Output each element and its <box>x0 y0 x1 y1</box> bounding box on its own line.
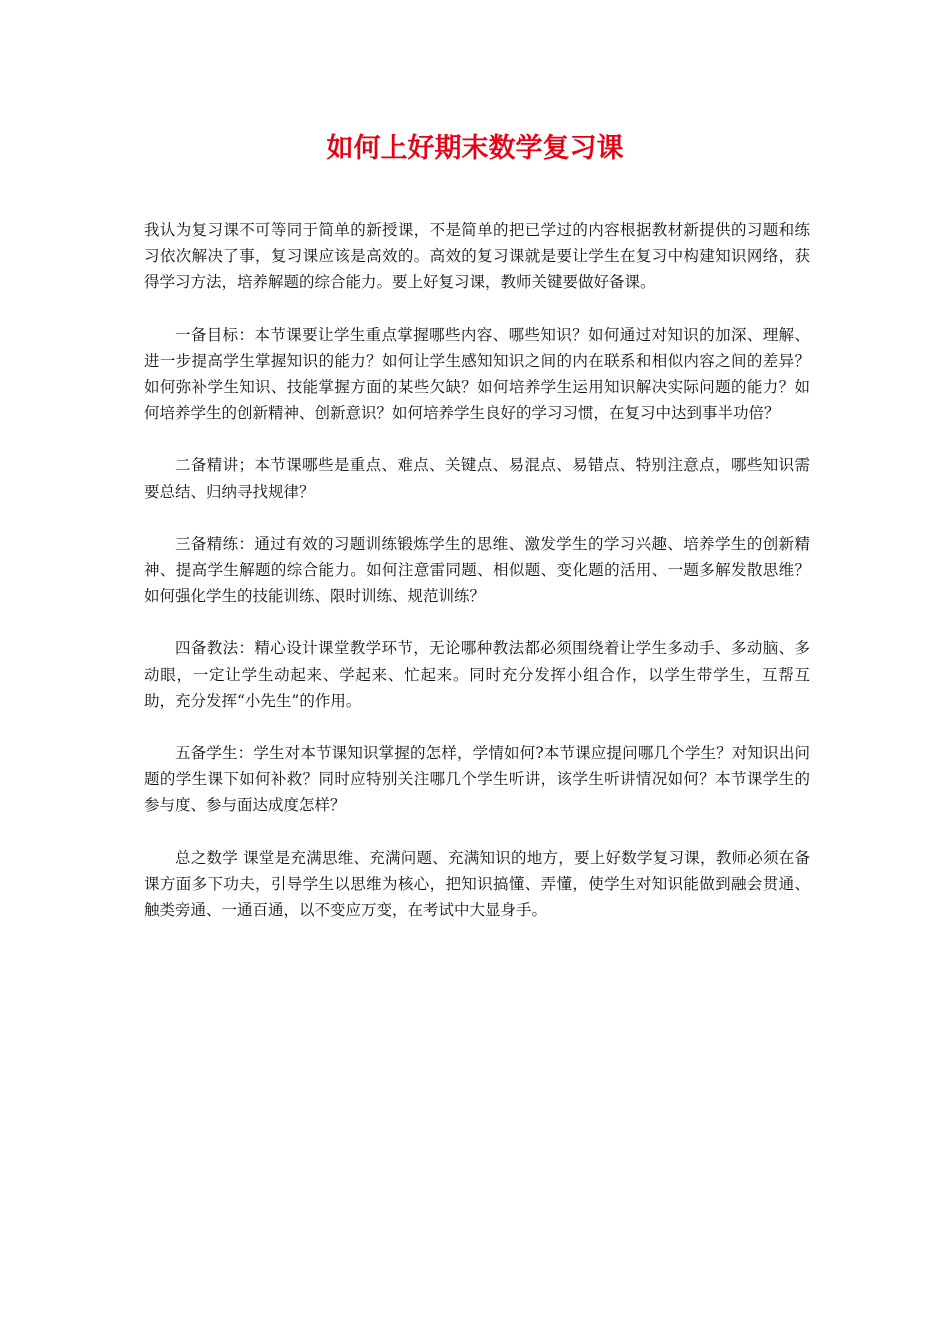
paragraph-lecture: 二备精讲；本节课哪些是重点、难点、关键点、易混点、易错点、特别注意点，哪些知识需要总结、归纳寻找规律？ <box>144 456 810 501</box>
paragraph-students: 五备学生：学生对本节课知识掌握的怎样，学情如何?本节课应提问哪几个学生？对知识出问题的学生课下如何补救？同时应特别关注哪几个学生听讲，该学生听讲情况如何？本节课学生的参与度、参与面达成度怎样？ <box>144 744 810 815</box>
paragraph-intro: 我认为复习课不可等同于简单的新授课，不是简单的把已学过的内容根据教材新提供的习题和练习依次解决了事，复习课应该是高效的。高效的复习课就是要让学生在复习中构建知识网络，获得学习方法，培养解题的综合能力。要上好复习课，教师关键要做好备课。 <box>144 221 810 292</box>
paragraph-conclusion: 总之数学 课堂是充满思维、充满问题、充满知识的地方，要上好数学复习课，教师必须在备课方面多下功夫，引导学生以思维为核心，把知识搞懂、弄懂，使学生对知识能做到融会贯通、触类旁通、一通百通，以不变应万变，在考试中大显身手。 <box>144 848 810 920</box>
document-body <box>144 217 810 949</box>
paragraph-goal: 一备目标：本节课要让学生重点掌握哪些内容、哪些知识？如何通过对知识的加深、理解、进一步提高学生掌握知识的能力？如何让学生感知知识之间的内在联系和相似内容之间的差异？如何弥补学生知识、技能掌握方面的某些欠缺？如何培养学生运用知识解决实际问题的能力？如何培养学生的创新精神、创新意识？如何培养学生良好的学习习惯，在复习中达到事半功倍？ <box>144 325 810 423</box>
paragraph-practice: 三备精练：通过有效的习题训练锻炼学生的思维、激发学生的学习兴趣、培养学生的创新精神、提高学生解题的综合能力。如何注意雷同题、相似题、变化题的活用、一题多解发散思维？如何强化学生的技能训练、限时训练、规范训练？ <box>144 534 810 606</box>
document-title: 如何上好期末数学复习课 <box>326 133 624 164</box>
paragraph-method: 四备教法：精心设计课堂教学环节，无论哪种教法都必须围绕着让学生多动手、多动脑、多动眼，一定让学生动起来、学起来、忙起来。同时充分发挥小组合作，以学生带学生，互帮互助，充分发挥“小先生”的作用。 <box>144 639 810 710</box>
